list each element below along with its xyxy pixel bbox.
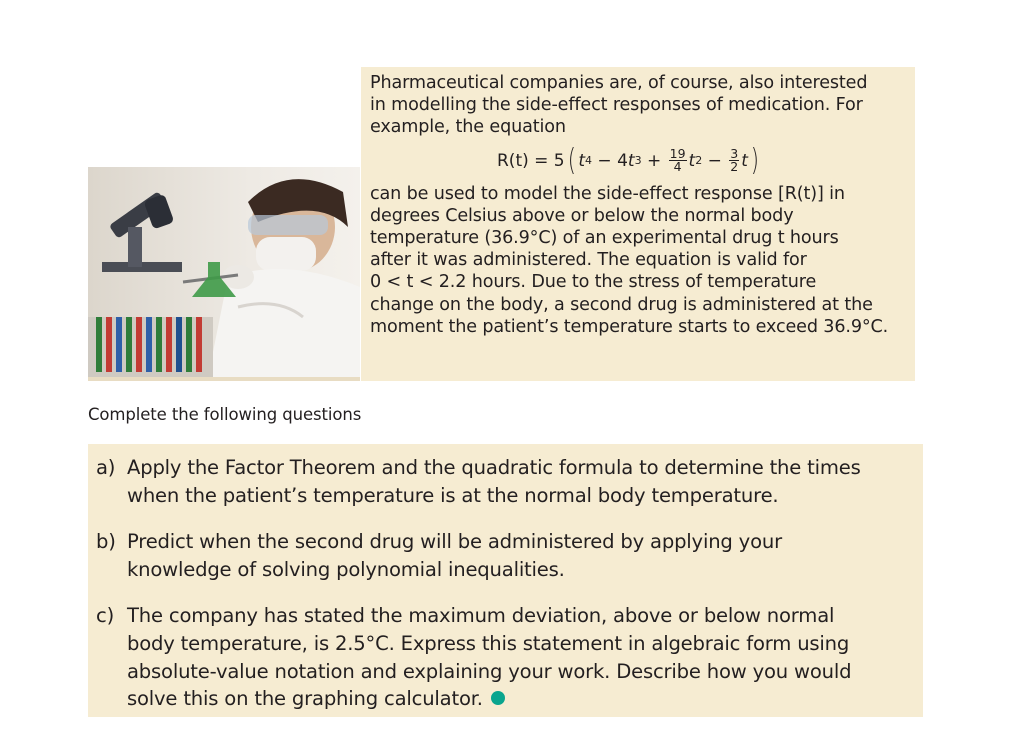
question-line: body temperature, is 2.5°C. Express this statement in algebraic form using — [127, 631, 850, 655]
intro-after-line: temperature (36.9°C) of an experimental drug t hours — [370, 228, 839, 249]
eq-t2: t — [688, 150, 696, 171]
intro-line-2: in modelling the side-effect responses of medication. For — [370, 95, 863, 116]
eq-minus-2: − — [702, 150, 728, 171]
questions-panel — [88, 444, 923, 717]
question-line: The company has stated the maximum deviation, above or below normal — [127, 604, 835, 628]
question-line: solve this on the graphing calculator. — [127, 687, 483, 711]
intro-after-line: can be used to model the side-effect response [R(t)] in — [370, 183, 845, 204]
question-item — [96, 454, 911, 509]
intro-line-1: Pharmaceutical companies are, of course, also interested — [370, 73, 868, 93]
eq-t1: t — [741, 150, 748, 171]
intro-line-3: example, the equation — [370, 117, 566, 138]
question-line: Apply the Factor Theorem and the quadratic formula to determine the times — [127, 456, 861, 479]
eq-plus: + — [641, 150, 667, 171]
question-line: Predict when the second drug will be administered by applying your — [127, 530, 782, 554]
question-item — [96, 602, 911, 712]
circle-marker-icon — [491, 691, 505, 705]
eq-frac1-denominator: 4 — [673, 159, 682, 175]
side-effect-equation: R(t) = 5 ( t 4 − 4 t 3 + $\frac{19}{4}$ t 2 − $\frac{3}{2}$ t ) — [497, 142, 759, 178]
lab-scientist-photo — [88, 167, 360, 377]
question-line: absolute-value notation and explaining your work. Describe how you would — [127, 659, 852, 683]
section-heading: Complete the following questions — [88, 405, 362, 424]
photo-frame-bar — [88, 377, 360, 381]
eq-fraction-19-4 — [669, 148, 687, 173]
question-label: a) — [96, 456, 116, 479]
intro-panel — [361, 67, 915, 381]
question-line: when the patient’s temperature is at the normal body temperature. — [127, 483, 779, 507]
intro-after-line: change on the body, a second drug is administered at the — [370, 294, 873, 315]
question-item — [96, 528, 911, 583]
intro-after-line: after it was administered. The equation is valid for — [370, 250, 807, 271]
eq-t4: t — [578, 150, 586, 171]
question-label: c) — [96, 604, 115, 628]
intro-after-line: 0 < t < 2.2 hours. Due to the stress of temperature — [370, 272, 817, 293]
intro-after-line: moment the patient’s temperature starts to exceed 36.9°C. — [370, 316, 889, 337]
eq-frac2-numerator: 3 — [730, 146, 739, 162]
eq-lhs: R(t) = 5 — [497, 150, 565, 171]
eq-close-paren: ) — [750, 142, 759, 178]
eq-frac2-denominator: 2 — [730, 159, 739, 175]
eq-fraction-3-2 — [729, 148, 739, 173]
eq-frac1-numerator: 19 — [669, 146, 686, 162]
question-label: b) — [96, 530, 116, 554]
eq-minus-1: − 4 — [592, 150, 628, 171]
intro-after-line: degrees Celsius above or below the normal body — [370, 205, 794, 226]
question-line: knowledge of solving polynomial inequalities. — [127, 557, 565, 581]
eq-t3: t — [627, 150, 635, 171]
eq-open-paren: ( — [567, 142, 576, 178]
